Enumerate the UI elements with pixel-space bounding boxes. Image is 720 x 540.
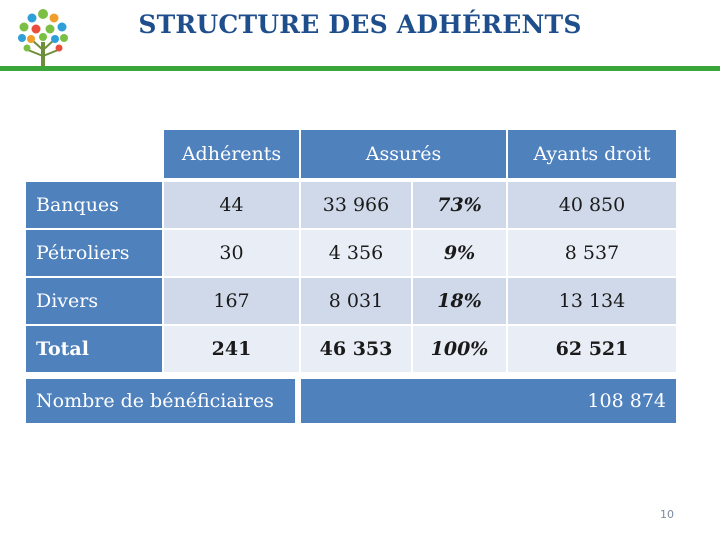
- cell-assures-total: 46 353: [301, 326, 411, 372]
- row-label-banques: Banques: [26, 182, 162, 228]
- cell-assures: 33 966: [301, 182, 411, 228]
- header-assures: Assurés: [301, 130, 506, 178]
- footer-label-beneficiaires: Nombre de bénéficiaires: [26, 379, 295, 423]
- cell-assures: 4 356: [301, 230, 411, 276]
- cell-pourcentage: 18%: [413, 278, 506, 324]
- cell-ayants-droit: 8 537: [508, 230, 676, 276]
- cell-adherents: 30: [164, 230, 299, 276]
- header-ayants-droit: Ayants droit: [508, 130, 676, 178]
- cell-ayants-droit: 40 850: [508, 182, 676, 228]
- cell-assures: 8 031: [301, 278, 411, 324]
- row-label-divers: Divers: [26, 278, 162, 324]
- cell-pourcentage: 9%: [413, 230, 506, 276]
- header-adherents: Adhérents: [164, 130, 299, 178]
- title-divider: [0, 66, 720, 71]
- row-label-total: Total: [26, 326, 162, 372]
- page-number: 10: [660, 508, 674, 521]
- cell-ayants-droit-total: 62 521: [508, 326, 676, 372]
- cell-pourcentage-total: 100%: [413, 326, 506, 372]
- cell-adherents-total: 241: [164, 326, 299, 372]
- cell-ayants-droit: 13 134: [508, 278, 676, 324]
- row-label-petroliers: Pétroliers: [26, 230, 162, 276]
- page-title: STRUCTURE DES ADHÉRENTS: [138, 10, 582, 39]
- footer-value-beneficiaires: 108 874: [301, 379, 676, 423]
- cell-adherents: 167: [164, 278, 299, 324]
- cell-adherents: 44: [164, 182, 299, 228]
- cell-pourcentage: 73%: [413, 182, 506, 228]
